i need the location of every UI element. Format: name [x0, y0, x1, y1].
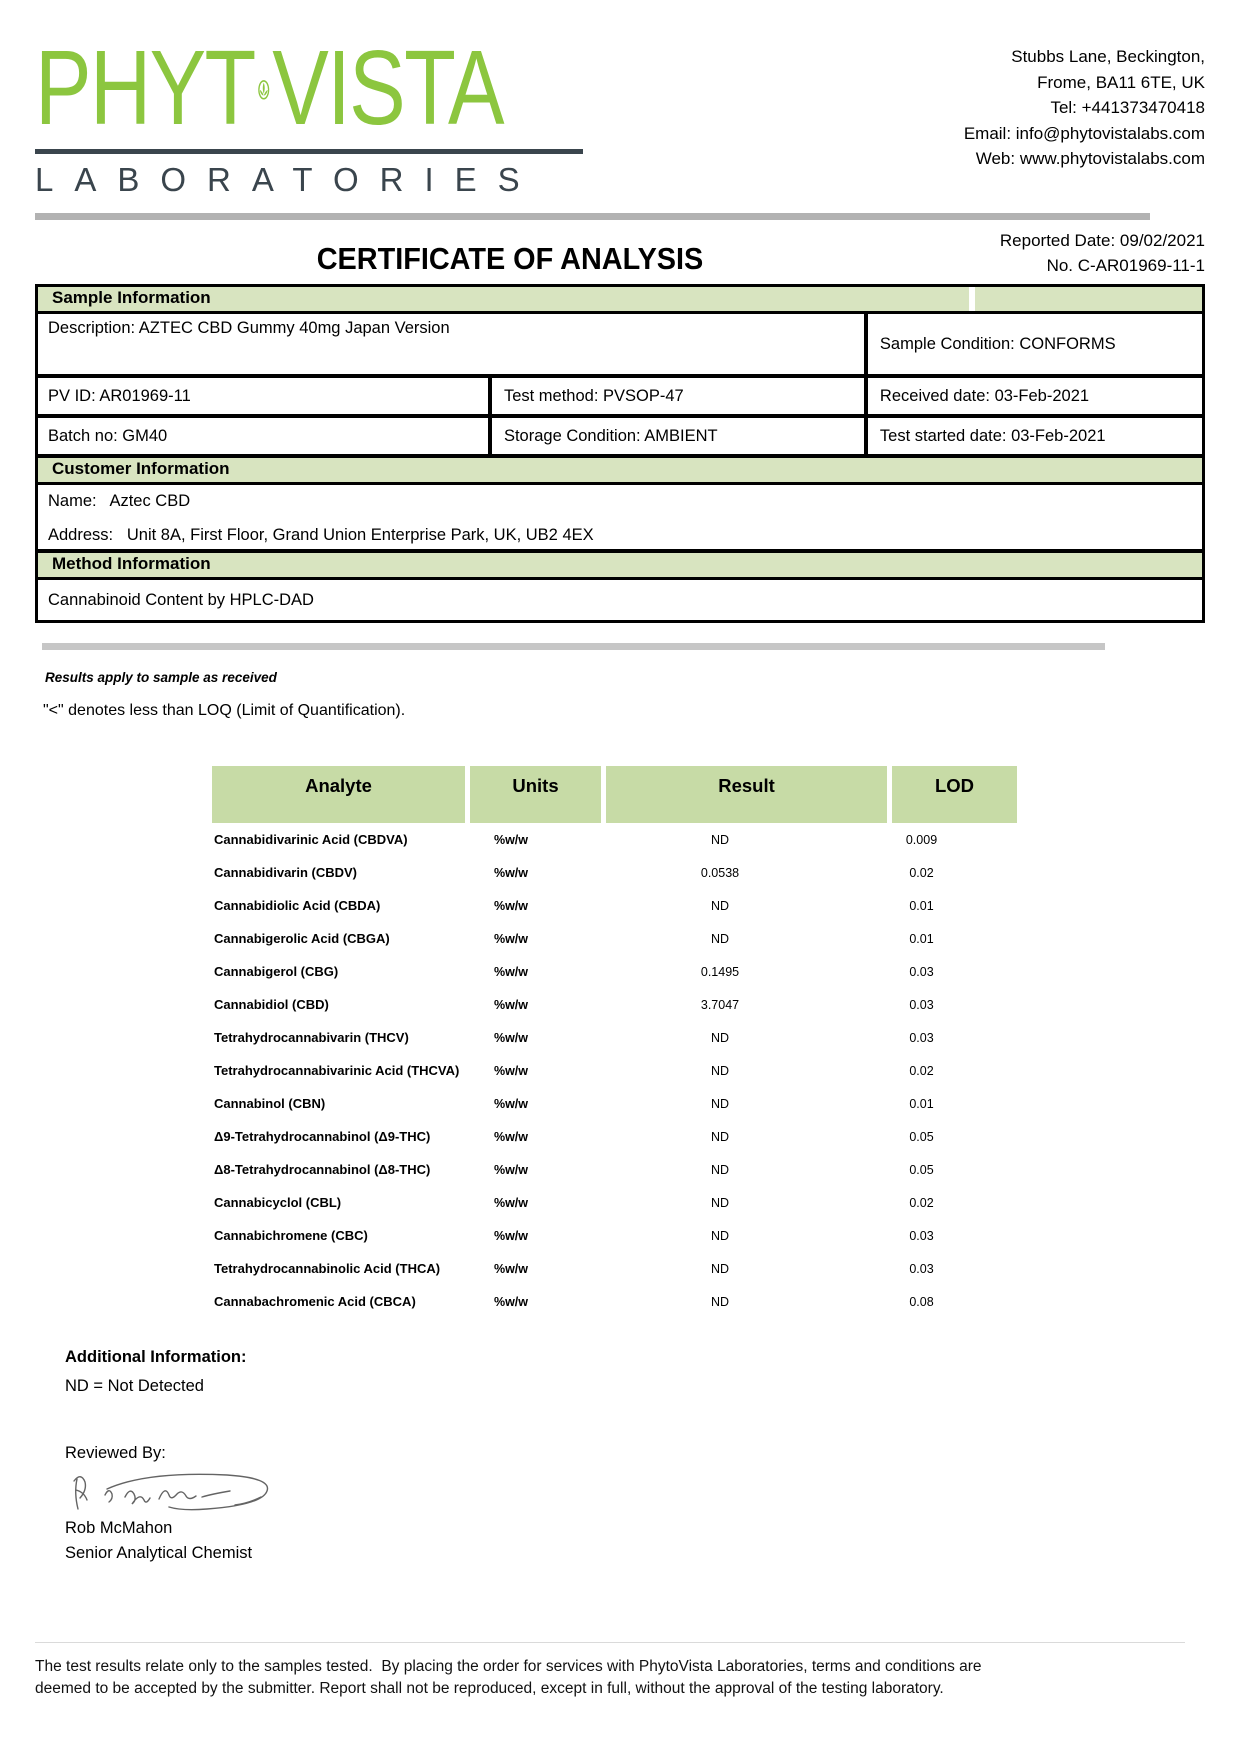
result-cell: 0.1495	[700, 964, 740, 979]
table-row	[212, 823, 1017, 856]
lod-cell: 0.08	[909, 1294, 934, 1309]
header	[35, 29, 1205, 199]
results-table	[212, 766, 1017, 1318]
customer-information-header: Customer Information	[38, 458, 1202, 485]
units-cell: %w/w	[493, 997, 529, 1012]
analyte-cell: Δ9-Tetrahydrocannabinol (Δ9-THC)	[214, 1129, 431, 1144]
units-cell: %w/w	[493, 1195, 529, 1210]
units-cell: %w/w	[493, 964, 529, 979]
result-cell: 0.0538	[700, 865, 740, 880]
contact-address-line2: Frome, BA11 6TE, UK	[1037, 72, 1205, 92]
footer-line2: deemed to be accepted by the submitter. Report shall not be reproduced, except in full, without the approval of the testing laboratory.	[35, 1680, 944, 1697]
units-cell: %w/w	[493, 1228, 529, 1243]
result-cell: ND	[710, 1129, 730, 1144]
results-table-body	[212, 823, 1017, 1318]
logo-wordmark	[35, 29, 503, 147]
units-cell: %w/w	[493, 931, 529, 946]
analyte-cell: Cannabidivarin (CBDV)	[214, 865, 358, 880]
lod-cell: 0.01	[909, 1096, 934, 1111]
table-row	[38, 418, 1202, 458]
table-row	[212, 889, 1017, 922]
reviewed-by-label: Reviewed By:	[65, 1444, 166, 1462]
table-row	[212, 856, 1017, 889]
result-cell: ND	[710, 832, 730, 847]
lod-cell: 0.03	[909, 1030, 934, 1045]
analyte-cell: Cannabidiolic Acid (CBDA)	[214, 898, 381, 913]
result-cell: ND	[710, 1162, 730, 1177]
lod-cell: 0.03	[909, 997, 934, 1012]
result-cell: ND	[710, 1063, 730, 1078]
logo-text-left: PHYT	[35, 29, 255, 147]
table-row	[212, 1120, 1017, 1153]
customer-address: Address: Unit 8A, First Floor, Grand Union Enterprise Park, UK, UB2 4EX	[48, 526, 594, 544]
table-row	[38, 485, 1202, 553]
contact-email: Email: info@phytovistalabs.com	[963, 123, 1205, 143]
report-meta	[905, 226, 1205, 278]
lod-cell: 0.02	[909, 1195, 934, 1210]
analyte-cell: Cannabinol (CBN)	[214, 1096, 326, 1111]
results-table-header	[212, 766, 1017, 823]
signature-image	[67, 1467, 282, 1517]
table-row	[212, 1153, 1017, 1186]
reported-date: Reported Date: 09/02/2021	[999, 231, 1205, 250]
analyte-cell: Cannabichromene (CBC)	[214, 1228, 368, 1243]
lod-cell: 0.05	[909, 1162, 934, 1177]
lod-cell: 0.02	[909, 1063, 934, 1078]
additional-information	[65, 1348, 1205, 1396]
table-row	[212, 922, 1017, 955]
table-row	[212, 1285, 1017, 1318]
contact-tel: Tel: +441373470418	[1050, 98, 1205, 117]
results-apply-note: Results apply to sample as received	[45, 670, 277, 685]
pv-id: PV ID: AR01969-11	[38, 378, 492, 414]
lod-cell: 0.03	[909, 964, 934, 979]
analyte-cell: Cannabidivarinic Acid (CBDVA)	[214, 832, 408, 847]
analyte-cell: Tetrahydrocannabinolic Acid (THCA)	[214, 1261, 441, 1276]
units-cell: %w/w	[493, 1261, 529, 1276]
loq-note: "<" denotes less than LOQ (Limit of Quantification).	[43, 702, 406, 719]
batch-no: Batch no: GM40	[38, 418, 492, 454]
analyte-cell: Δ8-Tetrahydrocannabinol (Δ8-THC)	[214, 1162, 431, 1177]
method-name: Cannabinoid Content by HPLC-DAD	[48, 590, 314, 609]
units-cell: %w/w	[493, 898, 529, 913]
table-row	[212, 1087, 1017, 1120]
result-cell: ND	[710, 1195, 730, 1210]
lod-cell: 0.03	[909, 1261, 934, 1276]
analyte-cell: Cannabigerol (CBG)	[214, 964, 339, 979]
column-header-result: Result	[606, 766, 887, 823]
result-cell: ND	[710, 1294, 730, 1309]
info-table	[35, 284, 1205, 623]
table-row	[212, 988, 1017, 1021]
reviewer-name: Rob McMahon	[65, 1519, 173, 1537]
table-row	[38, 314, 1202, 378]
analyte-cell: Cannabachromenic Acid (CBCA)	[214, 1294, 416, 1309]
lod-cell: 0.02	[909, 865, 934, 880]
logo-text-right: VISTA	[272, 29, 503, 147]
column-header-lod: LOD	[892, 766, 1017, 823]
logo-divider	[35, 149, 583, 154]
logo-subtitle: LABORATORIES	[35, 161, 541, 198]
result-cell: ND	[710, 1030, 730, 1045]
test-started-date: Test started date: 03-Feb-2021	[879, 426, 1106, 445]
result-cell: ND	[710, 898, 730, 913]
table-row	[38, 378, 1202, 418]
table-row	[212, 955, 1017, 988]
contact-address-line1: Stubbs Lane, Beckington,	[1011, 47, 1205, 66]
sample-description: Description: AZTEC CBD Gummy 40mg Japan Version	[38, 314, 868, 374]
table-row	[212, 1252, 1017, 1285]
lab-contact-block	[964, 36, 1205, 199]
nd-note: ND = Not Detected	[65, 1377, 204, 1395]
phytovista-logo	[35, 29, 620, 199]
table-row	[212, 1054, 1017, 1087]
units-cell: %w/w	[493, 1162, 529, 1177]
storage-condition: Storage Condition: AMBIENT	[492, 418, 868, 454]
analyte-cell: Tetrahydrocannabivarinic Acid (THCVA)	[214, 1063, 460, 1078]
result-cell: 3.7047	[700, 997, 740, 1012]
footer-disclaimer	[35, 1642, 1185, 1700]
column-header-units: Units	[470, 766, 601, 823]
units-cell: %w/w	[493, 1096, 529, 1111]
table-row	[212, 1219, 1017, 1252]
lod-cell: 0.03	[909, 1228, 934, 1243]
lod-cell: 0.01	[909, 898, 934, 913]
leaf-icon	[256, 36, 270, 144]
lod-cell: 0.01	[909, 931, 934, 946]
reviewer-role: Senior Analytical Chemist	[65, 1544, 253, 1562]
result-cell: ND	[710, 1096, 730, 1111]
report-number: No. C-AR01969-11-1	[1046, 256, 1205, 275]
method-information-header: Method Information	[38, 553, 1202, 580]
lod-cell: 0.009	[905, 832, 938, 847]
title-row	[35, 226, 1205, 278]
result-cell: ND	[710, 1228, 730, 1243]
analyte-cell: Cannabicyclol (CBL)	[214, 1195, 342, 1210]
units-cell: %w/w	[493, 1063, 529, 1078]
page-title: CERTIFICATE OF ANALYSIS	[316, 241, 704, 276]
units-cell: %w/w	[493, 1030, 529, 1045]
table-row	[212, 1186, 1017, 1219]
received-date: Received date: 03-Feb-2021	[879, 386, 1090, 405]
analyte-cell: Tetrahydrocannabivarin (THCV)	[214, 1030, 409, 1045]
units-cell: %w/w	[493, 1129, 529, 1144]
sample-condition: Sample Condition: CONFORMS	[879, 334, 1116, 353]
analyte-cell: Cannabigerolic Acid (CBGA)	[214, 931, 390, 946]
lod-cell: 0.05	[909, 1129, 934, 1144]
header-divider-band	[35, 213, 1150, 220]
sample-information-header: Sample Information	[38, 287, 1202, 314]
footer-line1: The test results relate only to the samples tested. By placing the order for services with PhytoVista Laboratories, terms and conditions are	[35, 1658, 982, 1675]
units-cell: %w/w	[493, 865, 529, 880]
result-cell: ND	[710, 931, 730, 946]
units-cell: %w/w	[493, 1294, 529, 1309]
table-row	[212, 1021, 1017, 1054]
test-method: Test method: PVSOP-47	[492, 378, 868, 414]
contact-web: Web: www.phytovistalabs.com	[975, 149, 1205, 168]
additional-information-title: Additional Information:	[65, 1348, 247, 1366]
column-header-analyte: Analyte	[212, 766, 465, 823]
table-shadow-band	[42, 643, 1105, 650]
result-cell: ND	[710, 1261, 730, 1276]
units-cell: %w/w	[493, 832, 529, 847]
analyte-cell: Cannabidiol (CBD)	[214, 997, 329, 1012]
customer-name: Name: Aztec CBD	[48, 492, 191, 510]
